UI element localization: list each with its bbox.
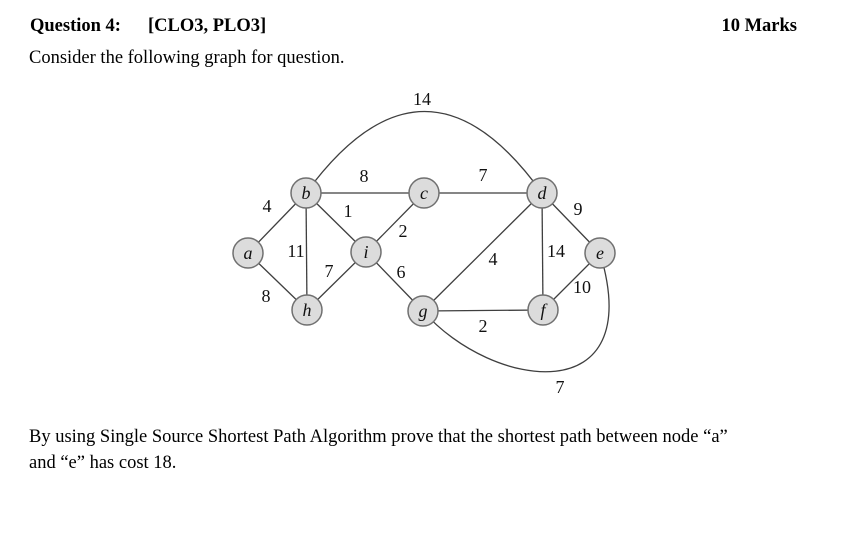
- clo-plo-tag: [CLO3, PLO3]: [148, 16, 267, 36]
- edge-weight-f-g: 2: [478, 316, 488, 336]
- node-label-b: b: [301, 183, 311, 203]
- question-number-label: Question 4:: [30, 16, 121, 36]
- node-label-c: c: [420, 183, 428, 203]
- edge-weight-b-d: 14: [413, 89, 431, 109]
- task-line-2: and “e” has cost 18.: [29, 453, 177, 473]
- node-label-a: a: [243, 243, 253, 263]
- edge-weight-a-h: 8: [261, 286, 271, 306]
- node-label-g: g: [418, 301, 428, 321]
- node-label-e: e: [596, 243, 604, 263]
- edge-weight-d-g: 4: [488, 249, 498, 269]
- edge-weight-a-b: 4: [262, 196, 272, 216]
- edge-b-h: [306, 193, 307, 310]
- edge-weight-e-g: 7: [555, 377, 565, 397]
- edge-d-g: [423, 193, 542, 311]
- edge-e-g: [423, 253, 609, 372]
- edge-weight-d-f: 14: [547, 241, 565, 261]
- node-label-d: d: [537, 183, 547, 203]
- node-label-h: h: [302, 300, 312, 320]
- edge-d-f: [542, 193, 543, 310]
- edge-weight-b-c: 8: [359, 166, 369, 186]
- edge-weight-c-i: 2: [398, 221, 408, 241]
- edge-weight-b-i: 1: [343, 201, 353, 221]
- intro-text: Consider the following graph for question.: [29, 48, 345, 68]
- node-label-i: i: [363, 242, 369, 262]
- edge-weight-g-i: 6: [396, 262, 406, 282]
- task-text: [29, 424, 829, 476]
- edge-weight-h-i: 7: [324, 261, 334, 281]
- edge-weight-d-e: 9: [573, 199, 583, 219]
- edge-weight-b-h: 11: [287, 241, 305, 261]
- edge-weight-e-f: 10: [573, 277, 591, 297]
- node-label-f: f: [540, 300, 546, 320]
- marks-label: 10 Marks: [721, 16, 797, 36]
- task-line-1: By using Single Source Shortest Path Algorithm prove that the shortest path between node “a”: [29, 427, 728, 447]
- edge-f-g: [423, 310, 543, 311]
- edge-weight-c-d: 7: [478, 165, 488, 185]
